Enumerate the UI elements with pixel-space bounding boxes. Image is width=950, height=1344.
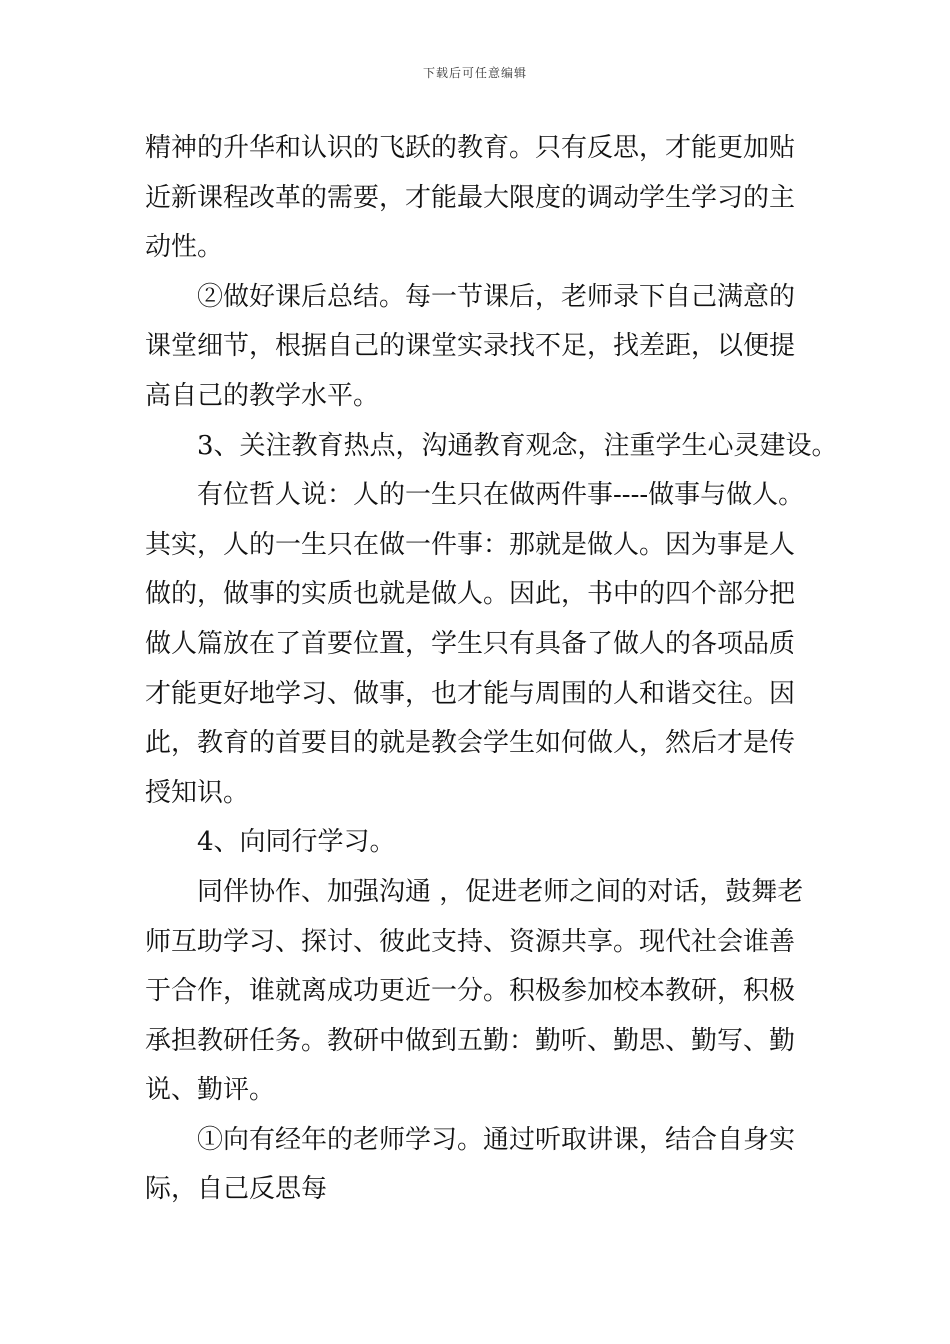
- text-line: ①向有经年的老师学习。通过听取讲课，结合自身实: [197, 1124, 796, 1155]
- text-line: 课堂细节，根据自己的课堂实录找不足，找差距，以便提: [145, 331, 796, 362]
- page-header: 下载后可任意编辑: [422, 66, 527, 80]
- text-line: 授知识。: [145, 777, 250, 808]
- text-line: 才能更好地学习、做事，也才能与周围的人和谐交往。因: [145, 678, 796, 709]
- text-line: 同伴协作、加强沟通 ，促进老师之间的对话，鼓舞老: [197, 876, 804, 907]
- text-line: 精神的升华和认识的飞跃的教育。只有反思，才能更加贴: [145, 133, 796, 163]
- text-line: 说、勤评。: [145, 1075, 276, 1106]
- text-line: 其实，人的一生只在做一件事：那就是做人。因为事是人: [145, 529, 796, 560]
- text-line: 承担教研任务。教研中做到五勤：勤听、勤思、勤写、勤: [145, 1025, 796, 1056]
- text-line: 有位哲人说：人的一生只在做两件事----做事与做人。: [197, 480, 805, 511]
- text-line: 此，教育的首要目的就是教会学生如何做人，然后才是传: [145, 728, 796, 759]
- text-line: 动性。: [145, 232, 224, 263]
- text-line: 4、向同行学习。: [197, 827, 396, 858]
- document-body: [145, 124, 838, 1215]
- text-line: 3、关注教育热点，沟通教育观念，注重学生心灵建设。: [197, 430, 838, 461]
- text-line: 近新课程改革的需要，才能最大限度的调动学生学习的主: [145, 182, 796, 213]
- text-line: 际，自己反思每: [145, 1174, 328, 1205]
- text-line: 师互助学习、探讨、彼此支持、资源共享。现代社会谁善: [145, 926, 796, 957]
- text-line: 于合作，谁就离成功更近一分。积极参加校本教研，积极: [145, 976, 796, 1007]
- text-line: 做的，做事的实质也就是做人。因此，书中的四个部分把: [145, 579, 796, 610]
- text-line: 高自己的教学水平。: [145, 380, 380, 411]
- text-line: ②做好课后总结。每一节课后，老师录下自己满意的: [197, 281, 796, 312]
- text-line: 做人篇放在了首要位置，学生只有具备了做人的各项品质: [145, 628, 796, 659]
